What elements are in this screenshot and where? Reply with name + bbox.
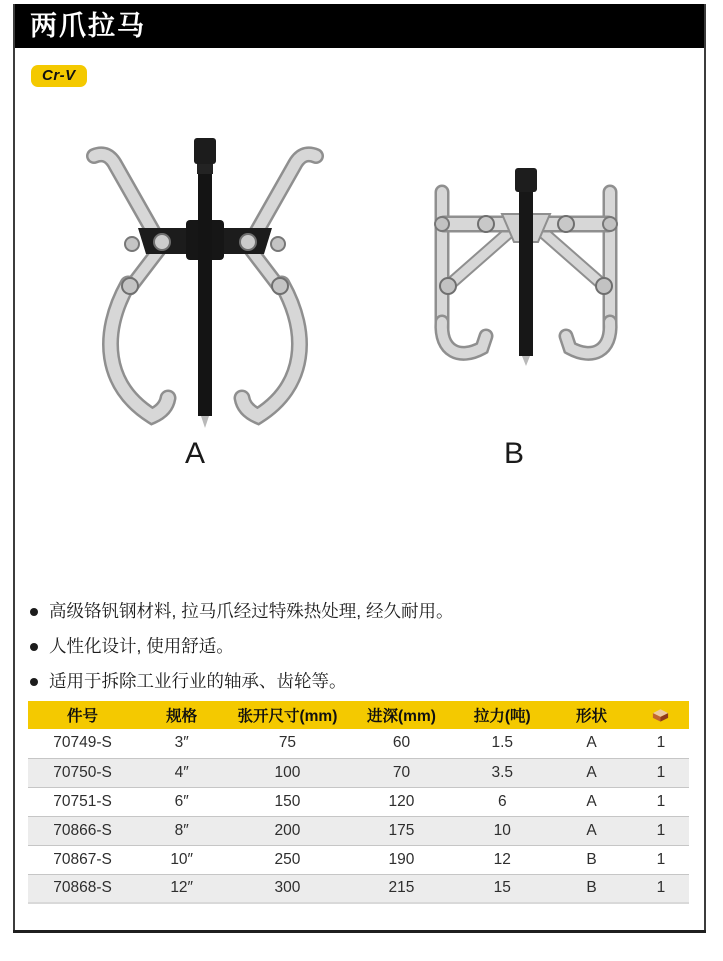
- table-row: [28, 758, 689, 787]
- cell-spread: 200: [226, 816, 348, 845]
- cell-spread: 100: [226, 758, 348, 787]
- cell-spread: 250: [226, 845, 348, 874]
- cell-force: 1.5: [454, 729, 550, 758]
- cell-force: 15: [454, 874, 550, 903]
- table-row: [28, 729, 689, 758]
- col-header-part-number: 件号: [28, 701, 137, 729]
- cell-part-number: 70750-S: [28, 758, 137, 787]
- cell-spec: 6″: [137, 787, 226, 816]
- page-title: 两爪拉马: [30, 11, 146, 41]
- product-label-a: A: [184, 437, 205, 470]
- product-label-b: B: [503, 437, 524, 470]
- cell-reach: 60: [349, 729, 455, 758]
- cell-qty: 1: [633, 729, 689, 758]
- table-row: [28, 874, 689, 903]
- cell-qty: 1: [633, 816, 689, 845]
- product-image-a: [70, 132, 340, 434]
- cell-part-number: 70866-S: [28, 816, 137, 845]
- cell-qty: 1: [633, 874, 689, 903]
- crv-badge-label: Cr-V: [42, 67, 76, 84]
- cell-reach: 190: [349, 845, 455, 874]
- cell-part-number: 70749-S: [28, 729, 137, 758]
- crv-material-badge: [31, 65, 87, 87]
- col-header-qty: [633, 701, 689, 729]
- feature-item: [30, 664, 650, 699]
- table-header-row: [28, 701, 689, 729]
- feature-item: [30, 629, 650, 664]
- cell-part-number: 70751-S: [28, 787, 137, 816]
- cell-shape: A: [550, 758, 633, 787]
- cell-shape: A: [550, 816, 633, 845]
- cell-qty: 1: [633, 787, 689, 816]
- cell-reach: 175: [349, 816, 455, 845]
- cell-spec: 12″: [137, 874, 226, 903]
- cell-qty: 1: [633, 758, 689, 787]
- cell-force: 10: [454, 816, 550, 845]
- package-box-icon: [651, 707, 670, 723]
- table-row: [28, 787, 689, 816]
- cell-shape: B: [550, 874, 633, 903]
- feature-text: 高级铬钒钢材料, 拉马爪经过特殊热处理, 经久耐用。: [49, 601, 454, 621]
- col-header-spread: 张开尺寸(mm): [226, 701, 348, 729]
- cell-shape: A: [550, 729, 633, 758]
- cell-qty: 1: [633, 845, 689, 874]
- spec-table: [28, 701, 689, 904]
- page-bottom-rule: [13, 930, 706, 933]
- col-header-reach: 进深(mm): [349, 701, 455, 729]
- cell-force: 3.5: [454, 758, 550, 787]
- cell-reach: 120: [349, 787, 455, 816]
- cell-spec: 10″: [137, 845, 226, 874]
- cell-reach: 215: [349, 874, 455, 903]
- product-image-b: [386, 166, 666, 392]
- cell-spec: 4″: [137, 758, 226, 787]
- table-row: [28, 845, 689, 874]
- cell-part-number: 70867-S: [28, 845, 137, 874]
- col-header-shape: 形状: [550, 701, 633, 729]
- feature-list: [30, 594, 650, 699]
- page-title-bar: [13, 4, 706, 48]
- table-row: [28, 816, 689, 845]
- cell-spec: 8″: [137, 816, 226, 845]
- cell-spread: 300: [226, 874, 348, 903]
- cell-spread: 75: [226, 729, 348, 758]
- feature-item: [30, 594, 650, 629]
- cell-shape: A: [550, 787, 633, 816]
- cell-spec: 3″: [137, 729, 226, 758]
- page-border-right: [704, 4, 706, 933]
- col-header-spec: 规格: [137, 701, 226, 729]
- feature-text: 适用于拆除工业行业的轴承、齿轮等。: [49, 671, 347, 691]
- cell-force: 12: [454, 845, 550, 874]
- two-jaw-puller-a-illustration: [70, 132, 340, 434]
- page-border-left: [13, 4, 15, 933]
- cell-reach: 70: [349, 758, 455, 787]
- col-header-force: 拉力(吨): [454, 701, 550, 729]
- cell-force: 6: [454, 787, 550, 816]
- cell-part-number: 70868-S: [28, 874, 137, 903]
- cell-spread: 150: [226, 787, 348, 816]
- cell-shape: B: [550, 845, 633, 874]
- two-jaw-puller-b-illustration: [386, 166, 666, 392]
- feature-text: 人性化设计, 使用舒适。: [49, 636, 234, 656]
